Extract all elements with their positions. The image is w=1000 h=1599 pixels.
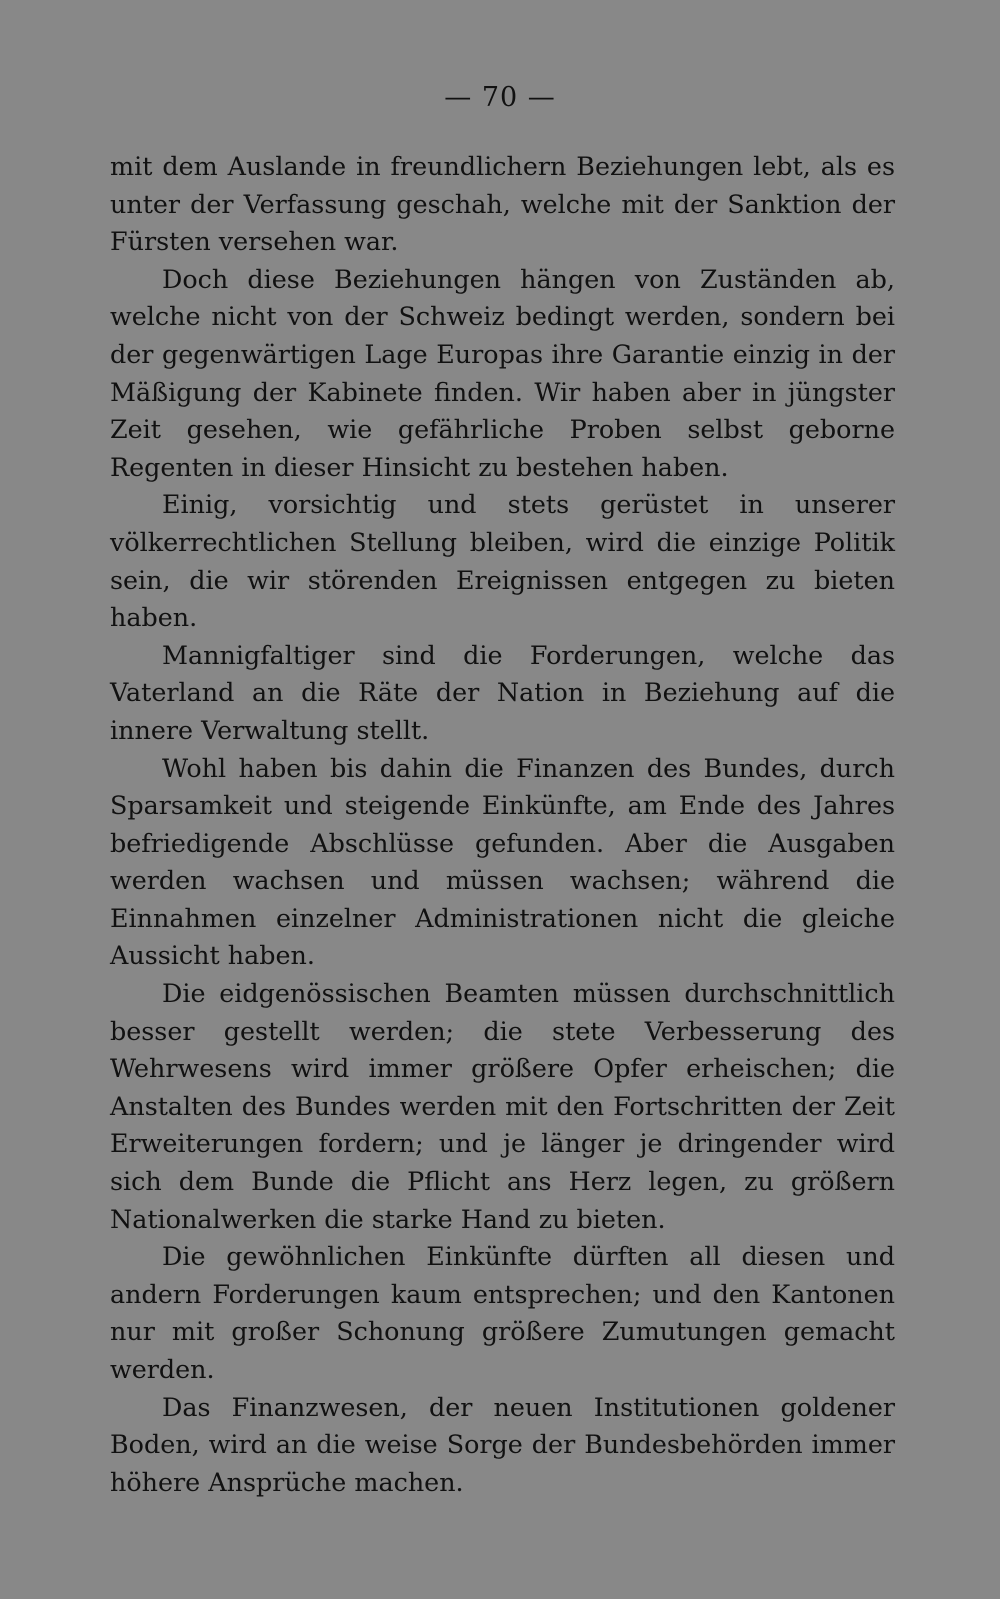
body-text xyxy=(110,148,895,1501)
page-number: — 70 — xyxy=(444,82,556,113)
paragraph: Einig, vorsichtig und stets gerüstet in unserer völkerrechtlichen Stellung bleiben, wird die einzige Politik sein, die wir störenden Ereignissen entgegen zu bieten haben. xyxy=(110,489,895,633)
paragraph: Doch diese Beziehungen hängen von Zuständen ab, welche nicht von der Schweiz bedingt werden, sondern bei der gegenwärtigen Lage Europas ihre Garantie einzig in der Mäßigung der Kabinete finden. Wir haben aber in jüngster Zeit gesehen, wie gefährliche Proben selbst geborne Regenten in dieser Hinsicht zu bestehen haben. xyxy=(110,263,895,482)
paragraph: Die gewöhnlichen Einkünfte dürften all diesen und andern Forderungen kaum entsprechen; und den Kantonen nur mit großer Schonung größere Zumutungen gemacht werden. xyxy=(110,1241,895,1384)
paragraph: Wohl haben bis dahin die Finanzen des Bundes, durch Sparsamkeit und steigende Einkünfte, am Ende des Jahres befriedigende Abschlüsse gefunden. Aber die Ausgaben werden wachsen und müssen wachsen; während die Einnahmen einzelner Administrationen nicht die gleiche Aussicht haben. xyxy=(110,752,895,971)
paragraph: Die eidgenössischen Beamten müssen durchschnittlich besser gestellt werden; die stete Verbesserung des Wehrwesens wird immer größere Opfer erheischen; die Anstalten des Bundes werden mit den Fortschritten der Zeit Erweiterungen fordern; und je länger je dringender wird sich dem Bunde die Pflicht ans Herz legen, zu größern Nationalwerken die starke Hand zu bieten. xyxy=(110,978,895,1234)
paragraph: Mannigfaltiger sind die Forderungen, welche das Vaterland an die Räte der Nation in Beziehung auf die innere Verwaltung stellt. xyxy=(110,639,895,745)
paragraph-continuation: mit dem Auslande in freundlichern Beziehungen lebt, als es unter der Verfassung geschah, welche mit der Sanktion der Fürsten versehen war. xyxy=(110,151,895,257)
paragraph: Das Finanzwesen, der neuen Institutionen goldener Boden, wird an die weise Sorge der Bundesbehörden immer höhere Ansprüche machen. xyxy=(110,1391,895,1497)
